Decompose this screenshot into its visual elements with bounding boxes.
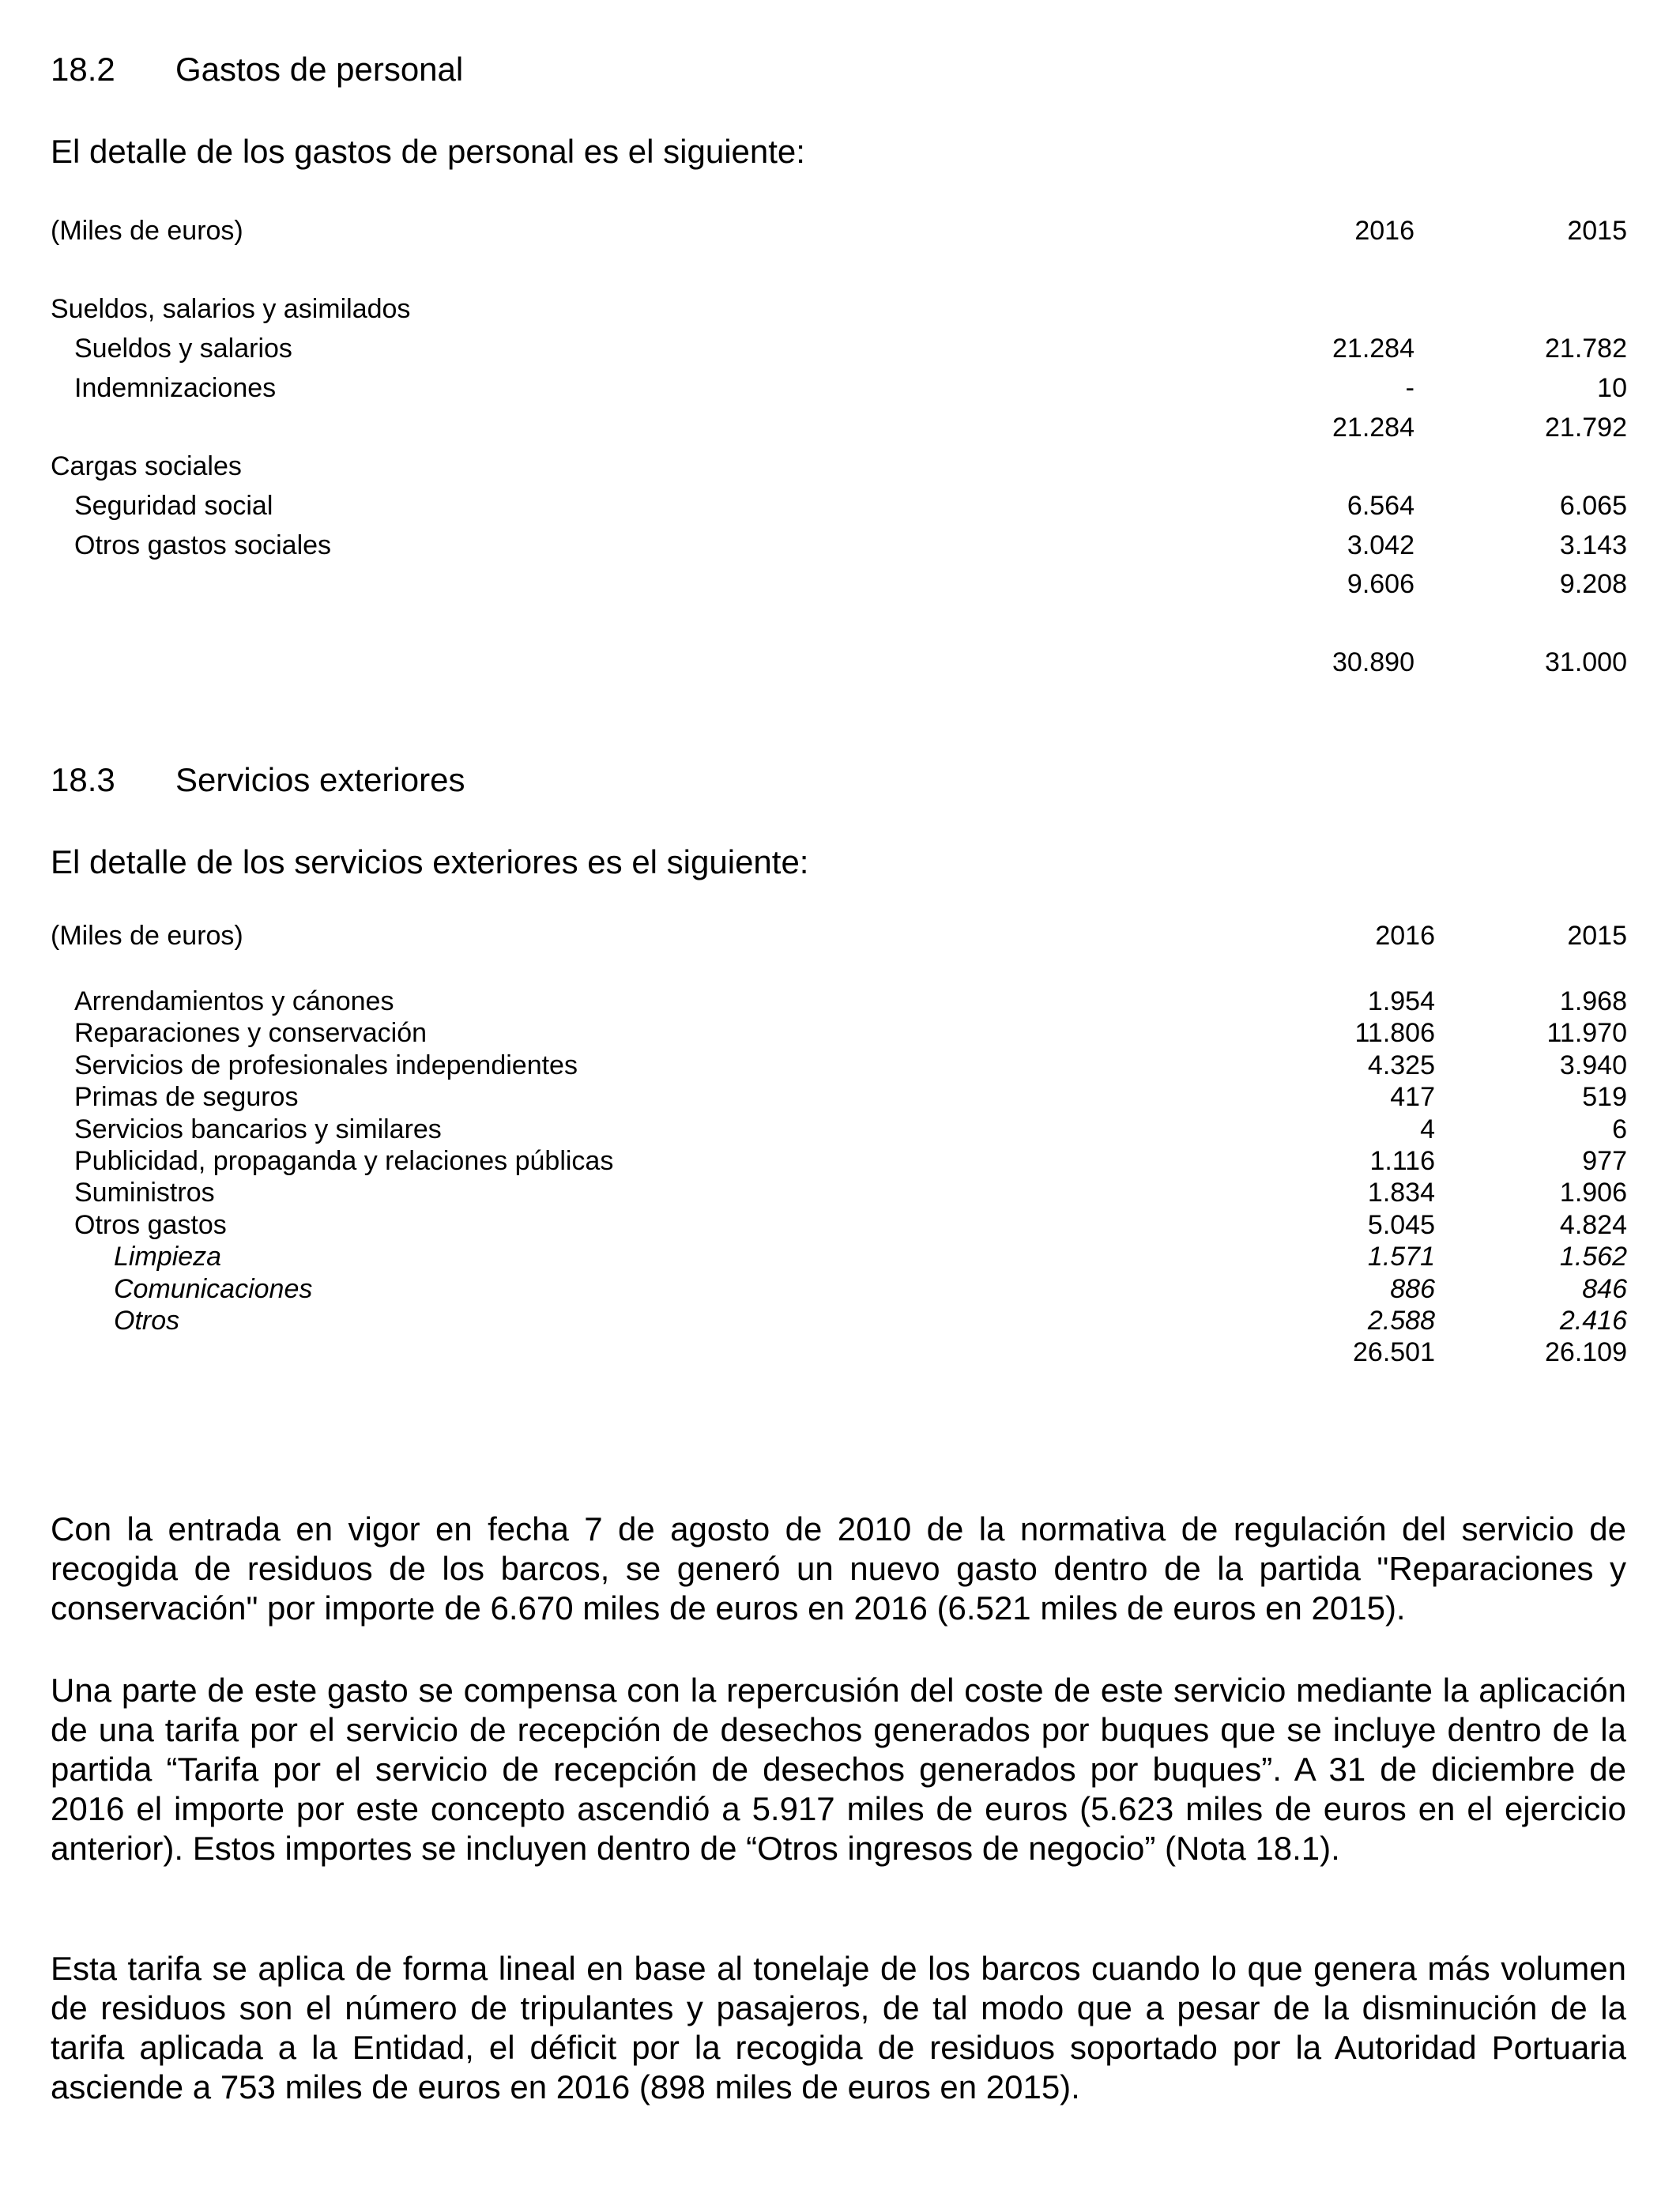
column-header-2015: 2015 — [1567, 921, 1627, 951]
row-label: Primas de seguros — [74, 1082, 299, 1112]
row-label: Seguridad social — [74, 491, 273, 521]
value-2015: 3.143 — [1559, 530, 1627, 560]
row-label: Arrendamientos y cánones — [74, 986, 394, 1016]
paragraph: Esta tarifa se aplica de forma lineal en base al tonelaje de los barcos cuando lo que genera más volumen de residuos son el número de tripulantes y pasajeros, de tal modo que a pesar de la disminución de la tarifa aplicada a la Entidad, el déficit por la recogida de residuos soportado por la Autoridad Portuaria asciende a 753 miles de euros en 2016 (898 miles de euros en 2015). — [51, 1950, 1626, 2105]
row-label: Servicios bancarios y similares — [74, 1114, 442, 1144]
value-2016: 1.116 — [1369, 1146, 1435, 1176]
value-2016: 4.325 — [1367, 1050, 1435, 1080]
value-2016: - — [1405, 373, 1414, 403]
value-2016: 11.806 — [1354, 1018, 1435, 1048]
value-2016: 3.042 — [1347, 530, 1414, 560]
row-label: Publicidad, propaganda y relaciones públicas — [74, 1146, 614, 1176]
row-label: Reparaciones y conservación — [74, 1018, 428, 1048]
value-2015: 31.000 — [1545, 647, 1627, 677]
section-heading-18-2 — [51, 50, 463, 89]
paragraph: Una parte de este gasto se compensa con la repercusión del coste de este servicio mediante la aplicación de una tarifa por el servicio de recepción de desechos generados por buques que se incluye dentro de la partida “Tarifa por el servicio de recepción de desechos generados por buques”. A 31 de diciembre de 2016 el importe por este concepto ascendió a 5.917 miles de euros (5.623 miles de euros en el ejercicio anterior). Estos importes se incluyen dentro de “Otros ingresos de negocio” (Nota 18.1). — [51, 1672, 1626, 1867]
value-2016: 1.954 — [1367, 986, 1435, 1016]
value-2015: 3.940 — [1559, 1050, 1627, 1080]
column-header-2015: 2015 — [1567, 216, 1627, 246]
value-2015: 1.968 — [1559, 986, 1627, 1016]
value-2016: 6.564 — [1347, 491, 1414, 521]
row-label: Servicios de profesionales independientes — [74, 1050, 578, 1080]
unit-label: (Miles de euros) — [51, 216, 243, 246]
value-2015: 26.109 — [1545, 1337, 1627, 1367]
subtotal-row — [0, 568, 1680, 608]
row-label: Otros gastos sociales — [74, 530, 332, 560]
section-heading-18-3 — [51, 760, 465, 800]
row-label: Otros gastos — [74, 1210, 227, 1240]
table-row — [0, 372, 1680, 412]
value-2016: 886 — [1390, 1274, 1435, 1304]
value-2015: 11.970 — [1546, 1018, 1627, 1048]
section-title: Servicios exteriores — [175, 761, 465, 798]
table-row — [0, 1050, 1680, 1081]
value-2016: 21.284 — [1332, 413, 1414, 443]
value-2016: 417 — [1390, 1082, 1435, 1112]
value-2016: 30.890 — [1332, 647, 1414, 677]
value-2016: 4 — [1420, 1114, 1435, 1144]
row-label: Sueldos, salarios y asimilados — [51, 294, 411, 324]
table-subrow — [0, 1273, 1680, 1305]
table-row — [0, 1081, 1680, 1113]
value-2016: 1.571 — [1367, 1242, 1435, 1272]
value-2015: 1.562 — [1559, 1242, 1627, 1272]
total-row — [0, 647, 1680, 686]
table-row — [0, 450, 1680, 490]
column-header-2016: 2016 — [1375, 921, 1435, 951]
table-row — [0, 1145, 1680, 1177]
value-2015: 846 — [1582, 1274, 1627, 1304]
table-subrow — [0, 1305, 1680, 1336]
section-intro: El detalle de los gastos de personal es el siguiente: — [51, 133, 805, 170]
section-title: Gastos de personal — [175, 51, 464, 88]
section-number: 18.3 — [51, 761, 115, 798]
row-label: Suministros — [74, 1178, 215, 1208]
value-2015: 4.824 — [1559, 1210, 1627, 1240]
table-subrow — [0, 1241, 1680, 1272]
value-2016: 9.606 — [1347, 569, 1414, 599]
row-label: Indemnizaciones — [74, 373, 277, 403]
row-label: Otros — [114, 1306, 180, 1336]
value-2015: 6.065 — [1559, 491, 1627, 521]
value-2015: 21.782 — [1545, 334, 1627, 364]
value-2015: 10 — [1597, 373, 1627, 403]
row-label: Sueldos y salarios — [74, 334, 292, 364]
section-intro: El detalle de los servicios exteriores es el siguiente: — [51, 843, 809, 880]
section-number: 18.2 — [51, 51, 115, 88]
value-2015: 1.906 — [1559, 1178, 1627, 1208]
value-2015: 9.208 — [1559, 569, 1627, 599]
table-row — [0, 986, 1680, 1017]
value-2016: 21.284 — [1332, 334, 1414, 364]
total-row — [0, 1336, 1680, 1368]
value-2015: 977 — [1582, 1146, 1627, 1176]
value-2015: 6 — [1612, 1114, 1627, 1144]
table-row — [0, 490, 1680, 530]
value-2015: 21.792 — [1545, 413, 1627, 443]
column-header-2016: 2016 — [1354, 216, 1414, 246]
table-row — [0, 1017, 1680, 1049]
table-row — [0, 293, 1680, 333]
value-2015: 2.416 — [1559, 1306, 1627, 1336]
subtotal-row — [0, 412, 1680, 451]
table-row — [0, 1177, 1680, 1208]
value-2016: 26.501 — [1353, 1337, 1435, 1367]
table-row — [0, 530, 1680, 569]
row-label: Cargas sociales — [51, 451, 242, 481]
table-row — [0, 1209, 1680, 1241]
value-2016: 5.045 — [1367, 1210, 1435, 1240]
table-row — [0, 1114, 1680, 1145]
value-2015: 519 — [1582, 1082, 1627, 1112]
value-2016: 1.834 — [1367, 1178, 1435, 1208]
unit-label: (Miles de euros) — [51, 921, 243, 951]
row-label: Comunicaciones — [114, 1274, 313, 1304]
value-2016: 2.588 — [1367, 1306, 1435, 1336]
row-label: Limpieza — [114, 1242, 222, 1272]
table-row — [0, 333, 1680, 372]
paragraph: Con la entrada en vigor en fecha 7 de agosto de 2010 de la normativa de regulación del servicio de recogida de residuos de los barcos, se generó un nuevo gasto dentro de la partida "Reparaciones y conservación" por importe de 6.670 miles de euros en 2016 (6.521 miles de euros en 2015). — [51, 1510, 1626, 1627]
